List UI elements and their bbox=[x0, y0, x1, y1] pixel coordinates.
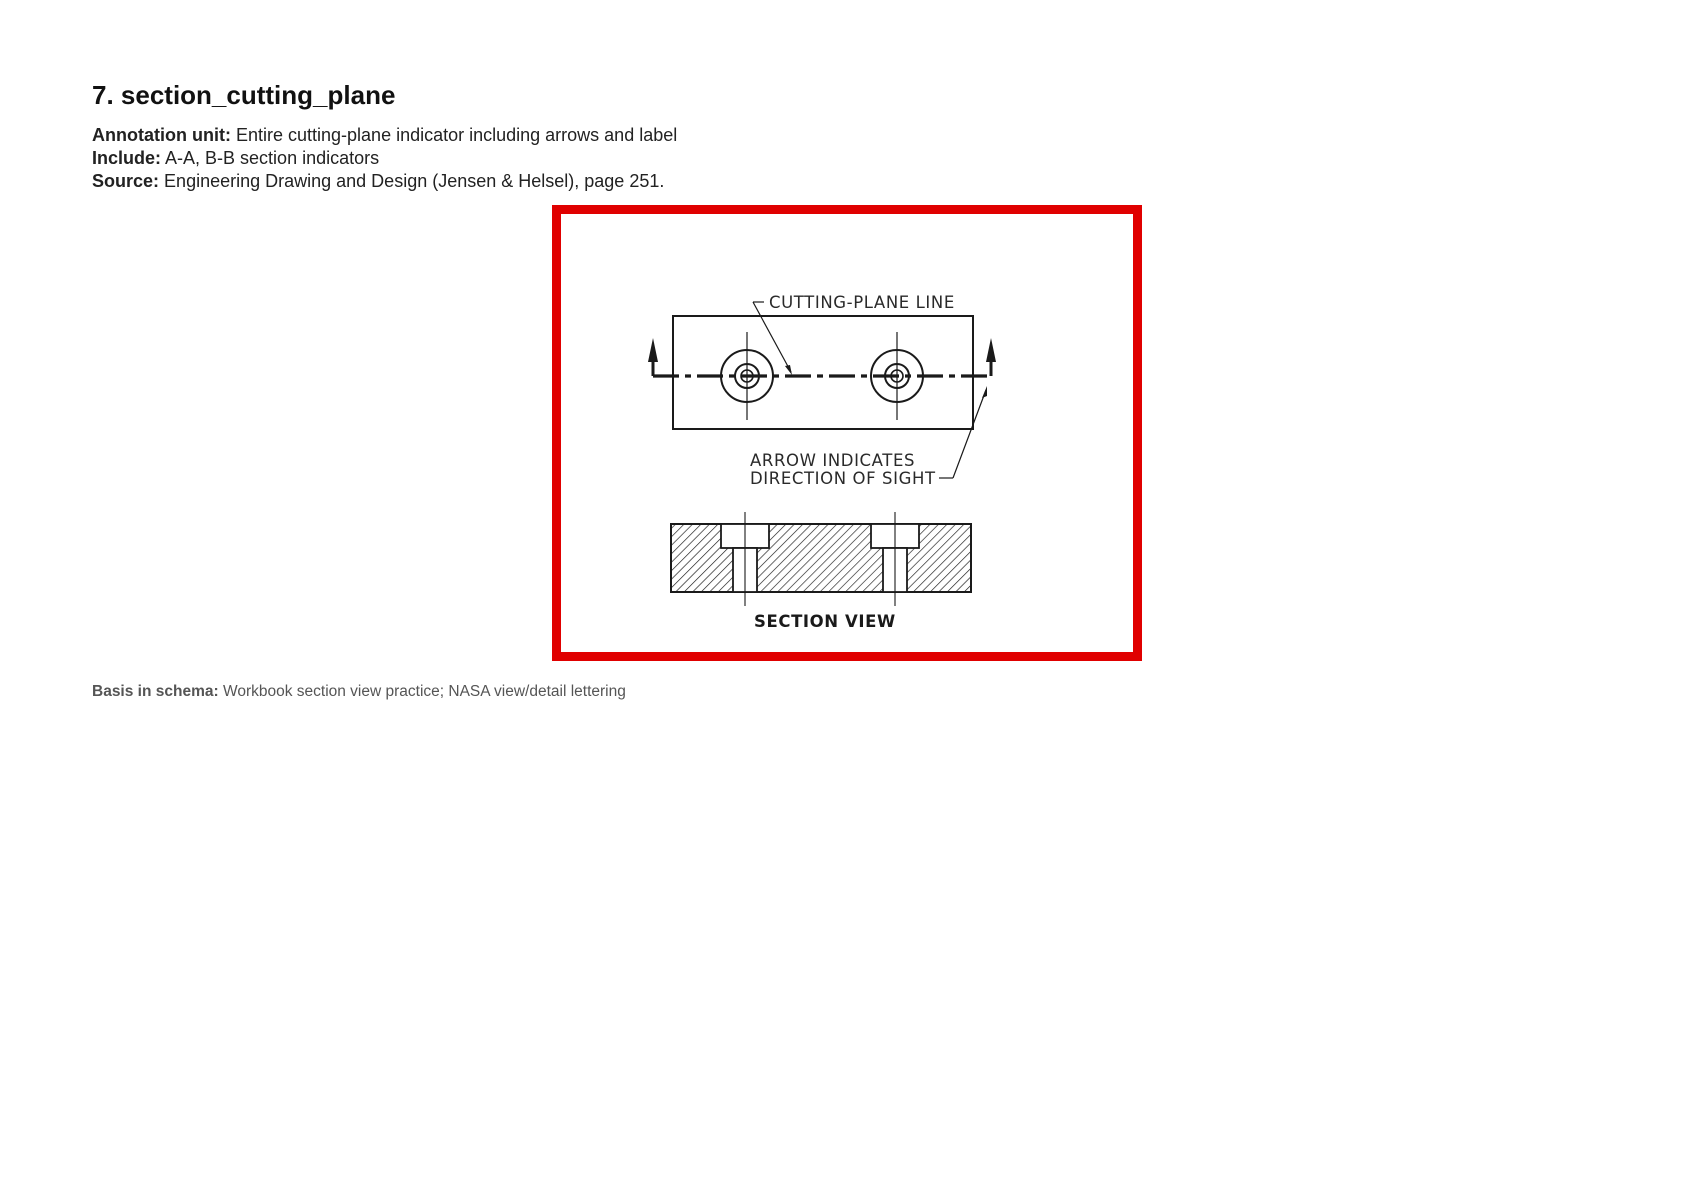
source-value: Engineering Drawing and Design (Jensen & Helsel), page 251. bbox=[164, 171, 665, 191]
cutting-plane-leader bbox=[753, 302, 792, 375]
page-title: 7. section_cutting_plane bbox=[92, 80, 396, 110]
source-label: Source: bbox=[92, 171, 160, 191]
direction-of-sight-leader bbox=[939, 386, 987, 478]
basis-label: Basis in schema: bbox=[92, 683, 219, 700]
source-line bbox=[92, 170, 677, 193]
annotation-unit-value: Entire cutting-plane indicator including arrows and label bbox=[235, 125, 678, 145]
sight-arrow-left bbox=[648, 338, 658, 376]
basis-value: Workbook section view practice; NASA view/detail lettering bbox=[222, 683, 626, 700]
annotation-unit-line bbox=[92, 124, 677, 147]
include-value: A-A, B-B section indicators bbox=[165, 148, 380, 168]
metadata-block bbox=[92, 124, 677, 193]
sight-arrow-right bbox=[986, 338, 996, 376]
arrow-indicates-label: ARROW INDICATES bbox=[750, 451, 916, 470]
include-label: Include: bbox=[92, 148, 162, 168]
basis-in-schema bbox=[92, 683, 626, 701]
plate-outline bbox=[673, 316, 973, 429]
direction-of-sight-label: DIRECTION OF SIGHT bbox=[750, 469, 936, 488]
cutting-plane-line-label: CUTTING-PLANE LINE bbox=[769, 293, 955, 312]
section-view-body bbox=[671, 512, 971, 606]
section-view-label: SECTION VIEW bbox=[754, 612, 896, 631]
figure-highlight-frame bbox=[552, 205, 1142, 661]
section-drawing bbox=[561, 214, 1133, 652]
include-line bbox=[92, 147, 677, 170]
annotation-unit-label: Annotation unit: bbox=[92, 125, 231, 145]
